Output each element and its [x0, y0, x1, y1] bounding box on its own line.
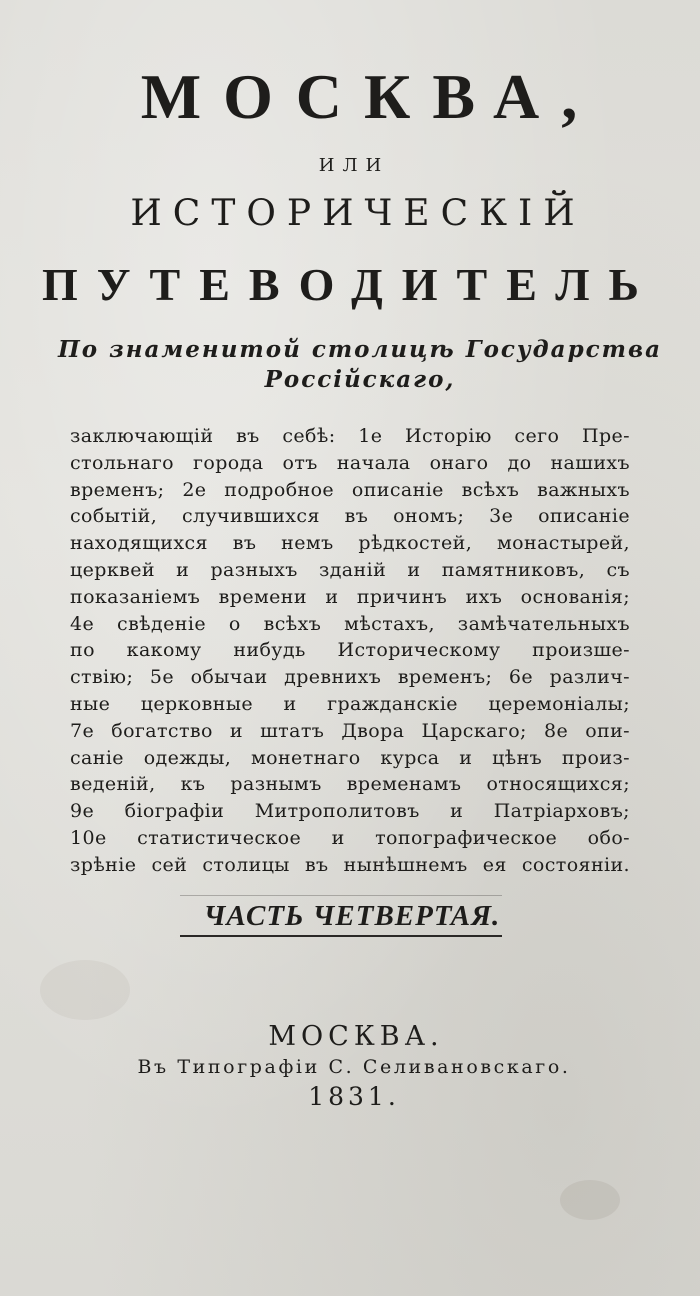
description-line: по какому нибудь Историческому произше-: [70, 639, 630, 662]
description-line: 9е біографіи Митрополитовъ и Патріарховъ;: [70, 800, 630, 823]
subtitle-line-1: По знаменитой столицѣ Государства: [58, 336, 662, 363]
subtitle-line-2: Россійскаго,: [264, 366, 456, 393]
description-line: находящихся въ немъ рѣдкостей, монастырей,: [70, 532, 630, 555]
book-title: МОСКВА,: [140, 61, 600, 132]
description-line: 10е статистическое и топографическое обо-: [70, 826, 630, 849]
description-line: веденій, къ разнымъ временамъ относящихся;: [70, 773, 630, 796]
paper-stain: [560, 1180, 620, 1220]
description-line: событій, случившихся въ ономъ; 3е описаніе: [70, 505, 630, 528]
description-line: саніе одежды, монетнаго курса и цѣнъ произ-: [70, 746, 630, 769]
description-line: зрѣніе сей столицы въ нынѣшнемъ ея состояніи.: [70, 853, 630, 876]
description-line: стольнаго города отъ начала онаго до нашихъ: [70, 451, 630, 474]
description-line: показаніемъ времени и причинъ ихъ основанія;: [70, 585, 630, 608]
part-heading: ЧАСТЬ ЧЕТВЕРТАЯ.: [203, 900, 501, 932]
description-line: заключающій въ себѣ: 1е Исторію сего Пре-: [70, 425, 630, 447]
description-line: 7е богатство и штатъ Двора Царскаго; 8е опи-: [70, 719, 630, 742]
imprint-city: МОСКВА.: [268, 1021, 444, 1052]
title-line-historical: ИСТОРИЧЕСКІЙ: [130, 193, 586, 234]
description-line: временъ; 2е подробное описаніе всѣхъ важныхъ: [70, 478, 630, 501]
description-line: ные церковные и гражданскіе церемоніалы;: [70, 692, 630, 715]
description-line: 4е свѣденіе о всѣхъ мѣстахъ, замѣчательныхъ: [70, 612, 630, 635]
title-conjunction: или: [318, 148, 390, 178]
contents-description: [70, 423, 630, 879]
description-line: церквей и разныхъ зданій и памятниковъ, съ: [70, 558, 630, 581]
imprint-press: Въ Типографіи С. Селивановскаго.: [137, 1056, 571, 1078]
imprint-year: 1831.: [308, 1082, 400, 1111]
description-line: ствію; 5е обычаи древнихъ временъ; 6е различ-: [70, 666, 630, 689]
paper-stain: [40, 960, 130, 1020]
title-line-guide: ПУТЕВОДИТЕЛЬ: [42, 259, 658, 310]
part-rule-top: [180, 895, 502, 896]
part-rule: [180, 935, 502, 937]
